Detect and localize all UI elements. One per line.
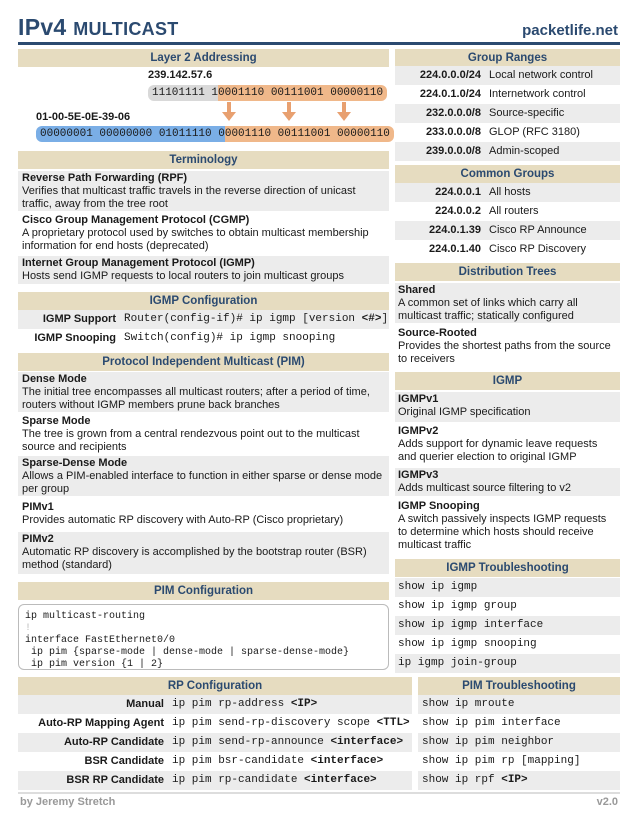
down-arrow-icon: [222, 112, 236, 121]
terminology-header: Terminology: [18, 151, 389, 169]
rp-key: BSR Candidate: [84, 755, 164, 767]
mac-bits-prefix: 00000001 00000000 01011110 0: [36, 126, 225, 142]
pim-trouble-cmd: show ip mroute: [418, 695, 620, 714]
term-desc: A proprietary protocol used by switches to obtain multicast membership information for end hosts (deprecated): [22, 227, 369, 252]
rp-config-row: [18, 752, 412, 771]
pim-desc: The tree is grown from a central rendezvous point out to the multicast source and recipients: [22, 428, 360, 453]
pim-item: [18, 532, 389, 574]
l2-ip-bits: [148, 85, 387, 101]
l2-mac-bits: [36, 126, 394, 142]
term-item: [18, 171, 389, 211]
range-value: Source-specific: [489, 107, 565, 119]
rp-config-row: [18, 695, 412, 714]
down-arrow-icon: [337, 112, 351, 121]
pim-header: Protocol Independent Multicast (PIM): [18, 353, 389, 371]
igmp-desc: Adds support for dynamic leave requests and querier election to original IGMP: [398, 438, 598, 463]
range-value: GLOP (RFC 3180): [489, 126, 580, 138]
range-key: 232.0.0.0/8: [425, 107, 481, 119]
footer-rule: [18, 792, 620, 794]
pim-trouble-cmd: show ip pim rp [mapping]: [422, 755, 581, 767]
rp-config-row: [18, 771, 412, 790]
group-range-row: [395, 104, 620, 123]
layer2-header: Layer 2 Addressing: [18, 49, 389, 67]
code-line: ip pim version {1 | 2}: [25, 659, 164, 670]
l2-ip-address: 239.142.57.6: [148, 69, 213, 81]
pim-title: PIMv1: [22, 501, 54, 513]
common-group-row: [395, 202, 620, 221]
l2-mac-address: 01-00-5E-0E-39-06: [36, 111, 131, 123]
group-range-row: [395, 85, 620, 104]
igmp-config-row: [18, 310, 389, 329]
page-title: IPv4 MULTICAST: [18, 14, 179, 40]
group-key: 224.0.0.1: [435, 186, 481, 198]
pim-trouble-cmd: show ip rpf <IP>: [418, 771, 620, 790]
tree-desc: A common set of links which carry all multicast traffic; statically configured: [398, 297, 578, 322]
code-line: !: [25, 623, 32, 634]
pim-desc: The initial tree encompasses all multicast routers; after a period of time, routers without IGMP members prune back branches: [22, 386, 370, 411]
igmp-title: IGMPv1: [398, 393, 439, 405]
term-title: Reverse Path Forwarding (RPF): [22, 172, 188, 184]
pim-trouble-header: PIM Troubleshooting: [418, 677, 620, 695]
rp-config-row: [18, 714, 412, 733]
mac-bits-mapped: 0001110 00111001 00000110: [225, 126, 394, 142]
group-value: Cisco RP Announce: [489, 224, 587, 236]
igmp-config-header: IGMP Configuration: [18, 292, 389, 310]
common-group-row: [395, 240, 620, 259]
pim-config-header: PIM Configuration: [18, 582, 389, 600]
pim-config-code: [18, 604, 389, 670]
rp-key: BSR RP Candidate: [66, 774, 164, 786]
igmp-desc: Original IGMP specification: [398, 406, 531, 418]
igmp-desc: Adds multicast source filtering to v2: [398, 482, 572, 494]
group-range-row: [395, 142, 620, 161]
range-key: 224.0.1.0/24: [419, 88, 481, 100]
group-value: All hosts: [489, 186, 531, 198]
tree-desc: Provides the shortest paths from the source to receivers: [398, 340, 611, 365]
igmp-title: IGMPv2: [398, 425, 439, 437]
common-group-row: [395, 221, 620, 240]
config-value: Switch(config)# ip igmp snooping: [124, 332, 336, 344]
term-item: [18, 256, 389, 284]
pim-trouble-cmd: show ip pim neighbor: [418, 733, 620, 752]
pim-item: [18, 372, 389, 412]
group-value: All routers: [489, 205, 539, 217]
range-value: Admin-scoped: [489, 145, 560, 157]
title-rule: [18, 42, 620, 45]
igmp-trouble-cmd: show ip igmp snooping: [398, 638, 537, 650]
term-desc: Hosts send IGMP requests to local routers to join multicast groups: [22, 270, 344, 282]
igmp-desc: A switch passively inspects IGMP requests to determine which hosts should receive multicast traffic: [398, 513, 607, 551]
common-groups-header: Common Groups: [395, 165, 620, 183]
pim-desc: Automatic RP discovery is accomplished by the bootstrap router (BSR) method (standard): [22, 546, 367, 571]
rp-value: ip pim send-rp-discovery scope <TTL>: [172, 717, 410, 729]
dist-tree-item: [395, 283, 620, 323]
igmp-title: IGMP Snooping: [398, 500, 480, 512]
igmp-trouble-cmd: show ip igmp: [395, 578, 620, 597]
igmp-item: [395, 424, 620, 466]
term-item: [18, 213, 389, 253]
rp-value: ip pim rp-candidate <interface>: [172, 774, 377, 786]
rp-value: ip pim send-rp-announce <interface>: [172, 736, 404, 748]
rp-value: ip pim bsr-candidate <interface>: [172, 755, 384, 767]
rp-key: Auto-RP Mapping Agent: [38, 717, 164, 729]
common-group-row: [395, 183, 620, 202]
range-key: 224.0.0.0/24: [419, 69, 481, 81]
dist-tree-item: [395, 326, 620, 366]
group-key: 224.0.0.2: [435, 205, 481, 217]
pim-item: [18, 500, 389, 528]
pim-title: Sparse Mode: [22, 415, 91, 427]
term-desc: Verifies that multicast traffic travels in the reverse direction of unicast traffic, away from the tree root: [22, 185, 356, 210]
config-key: IGMP Support: [42, 313, 116, 325]
igmp-title: IGMPv3: [398, 469, 439, 481]
range-value: Local network control: [489, 69, 593, 81]
config-value: Router(config-if)# ip igmp [version <#>]: [124, 313, 389, 325]
version-label: v2.0: [596, 796, 618, 808]
tree-title: Shared: [398, 284, 436, 296]
igmp-trouble-cmd: show ip igmp group: [398, 600, 517, 612]
term-title: Internet Group Management Protocol (IGMP): [22, 257, 255, 269]
group-value: Cisco RP Discovery: [489, 243, 586, 255]
igmp-item: [395, 499, 620, 553]
dist-trees-header: Distribution Trees: [395, 263, 620, 281]
range-value: Internetwork control: [489, 88, 586, 100]
igmp-trouble-cmd: show ip igmp interface: [395, 616, 620, 635]
term-title: Cisco Group Management Protocol (CGMP): [22, 214, 250, 226]
author-credit: by Jeremy Stretch: [20, 796, 116, 808]
code-line: interface FastEthernet0/0: [25, 635, 176, 646]
rp-config-row: [18, 733, 412, 752]
igmp-item: [395, 468, 620, 496]
rp-key: Manual: [126, 698, 164, 710]
pim-title: Sparse-Dense Mode: [22, 457, 128, 469]
pim-title: PIMv2: [22, 533, 54, 545]
rp-key: Auto-RP Candidate: [63, 736, 164, 748]
code-line: ip multicast-routing: [25, 611, 146, 622]
down-arrow-icon: [282, 112, 296, 121]
igmp-trouble-header: IGMP Troubleshooting: [395, 559, 620, 577]
site-name: packetlife.net: [522, 22, 618, 39]
pim-item: [18, 456, 389, 496]
group-range-row: [395, 66, 620, 85]
tree-title: Source-Rooted: [398, 327, 477, 339]
pim-item: [18, 414, 389, 454]
group-range-row: [395, 123, 620, 142]
ip-bits-mapped: 0001110 00111001 00000110: [218, 85, 387, 101]
group-ranges-header: Group Ranges: [395, 49, 620, 67]
rp-config-header: RP Configuration: [18, 677, 412, 695]
igmp-item: [395, 392, 620, 422]
group-key: 224.0.1.39: [429, 224, 481, 236]
config-key: IGMP Snooping: [34, 332, 116, 344]
range-key: 233.0.0.0/8: [425, 126, 481, 138]
code-line: ip pim {sparse-mode | dense-mode | sparse-dense-mode}: [25, 647, 350, 658]
igmp-config-row: [18, 329, 389, 348]
rp-value: ip pim rp-address <IP>: [172, 698, 318, 710]
pim-title: Dense Mode: [22, 373, 87, 385]
pim-desc: Provides automatic RP discovery with Auto-RP (Cisco proprietary): [22, 514, 344, 526]
pim-desc: Allows a PIM-enabled interface to function in either sparse or dense mode per group: [22, 470, 383, 495]
igmp-trouble-cmd: ip igmp join-group: [395, 654, 620, 673]
igmp-header: IGMP: [395, 372, 620, 390]
ip-bits-unmapped: 11101111 1: [148, 85, 218, 101]
range-key: 239.0.0.0/8: [425, 145, 481, 157]
group-key: 224.0.1.40: [429, 243, 481, 255]
pim-trouble-cmd: show ip pim interface: [422, 717, 561, 729]
